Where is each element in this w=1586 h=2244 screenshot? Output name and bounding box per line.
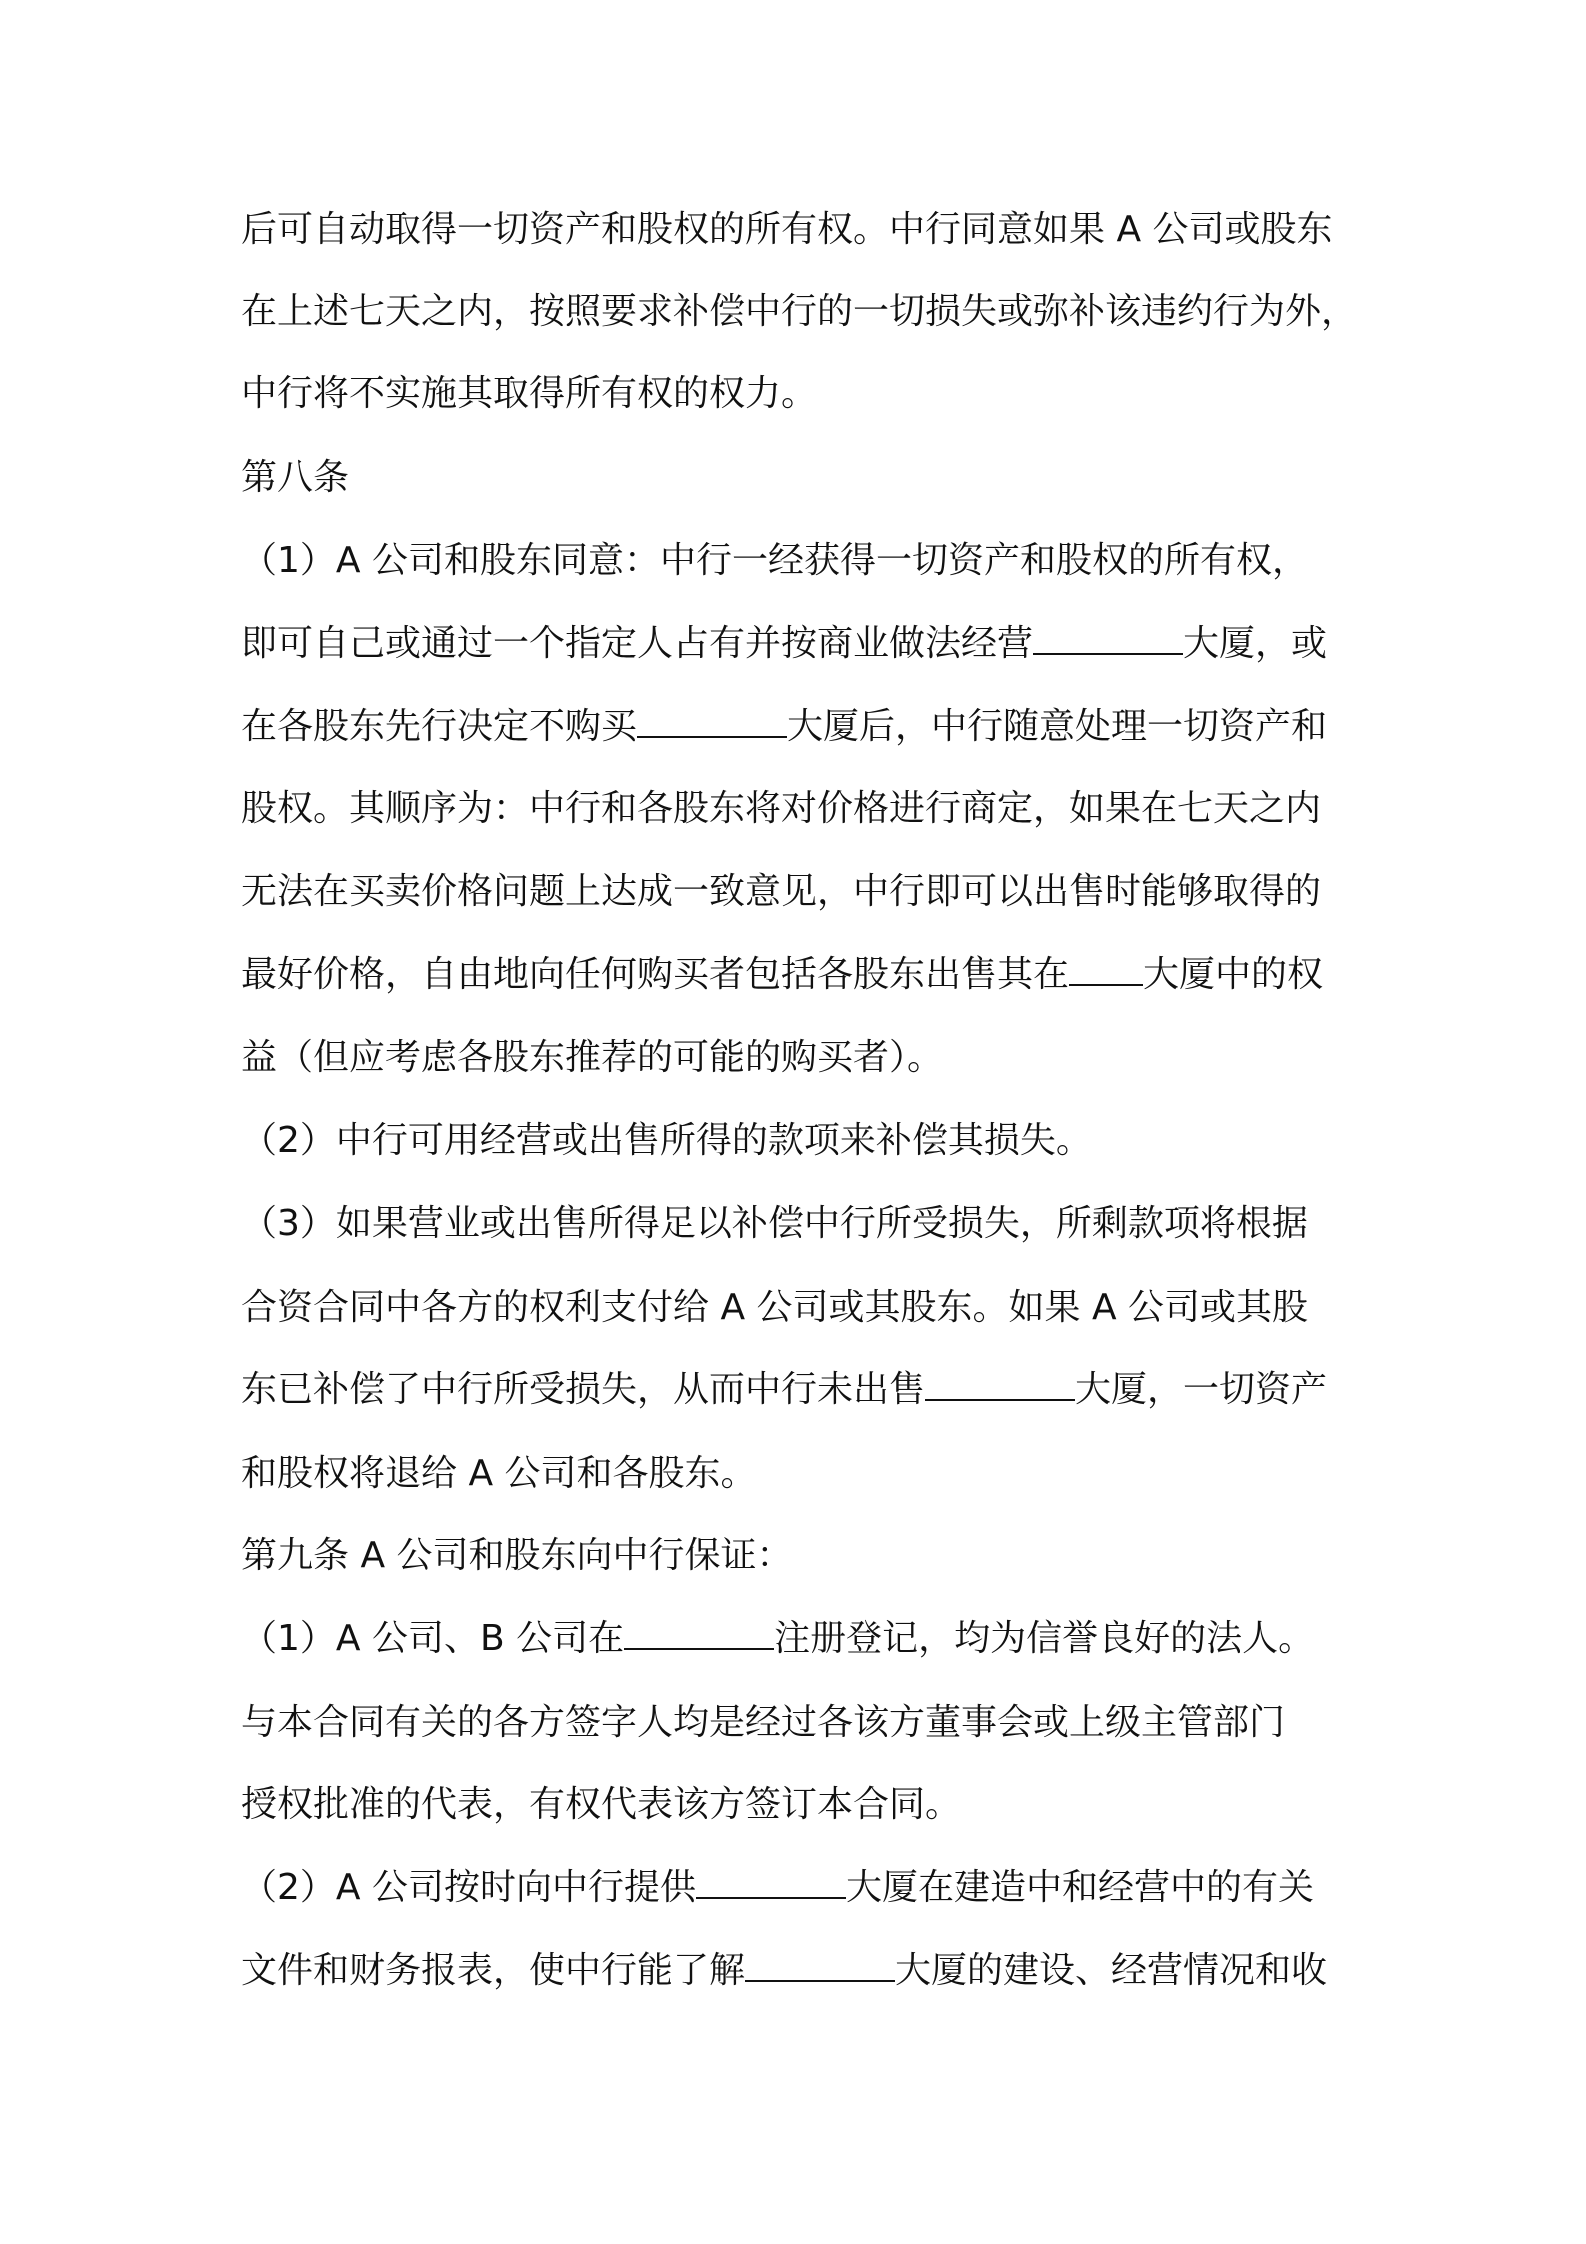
blank-field bbox=[1069, 954, 1143, 986]
text-line: （1）A 公司和股东同意：中行一经获得一切资产和股权的所有权， bbox=[241, 540, 1308, 581]
text-line: 合资合同中各方的权利支付给 A 公司或其股东。如果 A 公司或其股 bbox=[241, 1287, 1309, 1328]
text-line bbox=[241, 1616, 1314, 1662]
blank-field bbox=[925, 1369, 1075, 1401]
text-line: 中行将不实施其取得所有权的权力。 bbox=[241, 373, 818, 414]
text-segment: 大厦，一切资产 bbox=[1075, 1369, 1328, 1410]
blank-field bbox=[1033, 623, 1183, 655]
text-line: 后可自动取得一切资产和股权的所有权。中行同意如果 A 公司或股东 bbox=[241, 209, 1333, 250]
blank-field bbox=[624, 1618, 774, 1650]
text-line bbox=[241, 1367, 1327, 1413]
text-segment: 最好价格，自由地向任何购买者包括各股东出售其在 bbox=[241, 954, 1070, 995]
text-segment: 注册登记，均为信誉良好的法人。 bbox=[774, 1618, 1315, 1659]
text-line bbox=[241, 1865, 1314, 1911]
text-line: 无法在买卖价格问题上达成一致意见，中行即可以出售时能够取得的 bbox=[241, 871, 1322, 912]
text-line bbox=[241, 704, 1327, 750]
text-line: 益（但应考虑各股东推荐的可能的购买者）。 bbox=[241, 1037, 944, 1078]
text-line bbox=[241, 952, 1323, 998]
text-line bbox=[241, 621, 1327, 667]
text-line bbox=[241, 1948, 1327, 1994]
text-line: （3）如果营业或出售所得足以补偿中行所受损失，所剩款项将根据 bbox=[241, 1203, 1308, 1244]
text-segment: 即可自己或通过一个指定人占有并按商业做法经营 bbox=[241, 623, 1034, 664]
text-segment: 文件和财务报表，使中行能了解 bbox=[241, 1950, 746, 1991]
text-segment: 大厦后，中行随意处理一切资产和 bbox=[787, 706, 1328, 747]
text-segment: 大厦的建设、经营情况和收 bbox=[895, 1950, 1328, 1991]
text-line: 在上述七天之内，按照要求补偿中行的一切损失或弥补该违约行为外， bbox=[241, 291, 1358, 332]
article-heading: 第九条 A 公司和股东向中行保证： bbox=[241, 1535, 793, 1576]
text-segment: 东已补偿了中行所受损失，从而中行未出售 bbox=[241, 1369, 926, 1410]
text-line: 授权批准的代表，有权代表该方签订本合同。 bbox=[241, 1784, 962, 1825]
blank-field bbox=[745, 1950, 895, 1982]
text-line: 与本合同有关的各方签字人均是经过各该方董事会或上级主管部门 bbox=[241, 1702, 1286, 1743]
article-heading: 第八条 bbox=[241, 457, 350, 498]
text-segment: 大厦在建造中和经营中的有关 bbox=[845, 1867, 1314, 1908]
text-segment: 大厦，或 bbox=[1183, 623, 1328, 664]
text-line: 和股权将退给 A 公司和各股东。 bbox=[241, 1453, 757, 1494]
text-segment: （1）A 公司、B 公司在 bbox=[241, 1618, 625, 1659]
blank-field bbox=[696, 1867, 846, 1899]
blank-field bbox=[637, 706, 787, 738]
text-segment: （2）A 公司按时向中行提供 bbox=[241, 1867, 696, 1908]
text-line: （2）中行可用经营或出售所得的款项来补偿其损失。 bbox=[241, 1120, 1092, 1161]
text-segment: 在各股东先行决定不购买 bbox=[241, 706, 638, 747]
text-line: 股权。其顺序为：中行和各股东将对价格进行商定，如果在七天之内 bbox=[241, 788, 1322, 829]
text-segment: 大厦中的权 bbox=[1143, 954, 1324, 995]
